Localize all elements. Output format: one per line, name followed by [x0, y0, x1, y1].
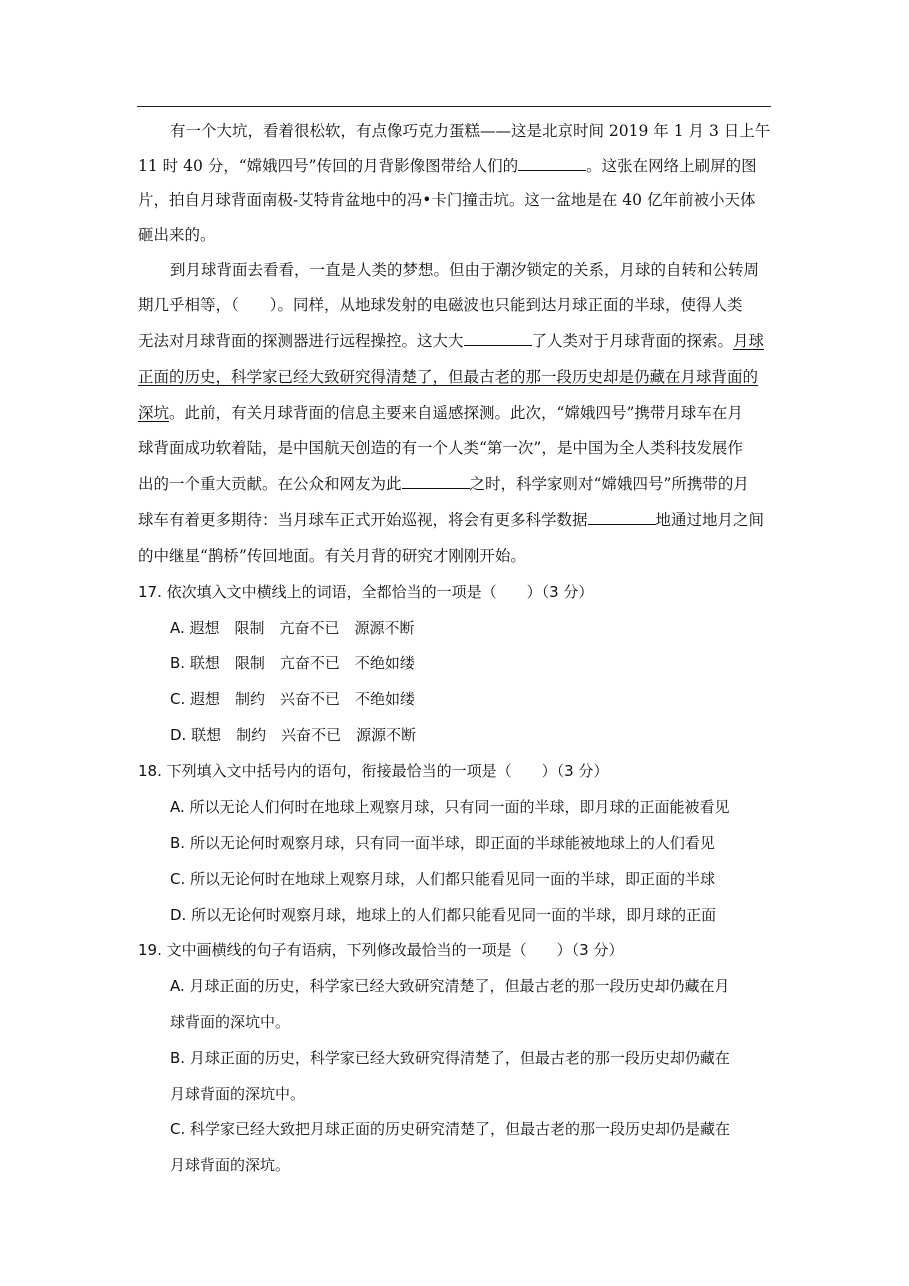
text-segment: 之时，科学家则对“嫦娥四号”所携带的月 — [469, 475, 749, 493]
underlined-sentence: 深坑 — [138, 404, 170, 422]
question-17-option-c[interactable]: C. 遐想 制约 兴奋不已 不绝如缕 — [170, 690, 416, 708]
question-17-option-b[interactable]: B. 联想 限制 亢奋不已 不绝如缕 — [170, 654, 415, 672]
passage-line — [138, 510, 764, 530]
fill-blank-1 — [518, 156, 586, 171]
question-19-option-a[interactable]: A. 月球正面的历史，科学家已经大致研究清楚了，但最古老的那一段历史却仍藏在月 — [170, 977, 730, 995]
text-segment: 球车有着更多期待：当月球车正式开始巡视，将会有更多科学数据 — [138, 511, 588, 529]
passage-line: 有一个大坑，看着很松软，有点像巧克力蛋糕——这是北京时间 2019 年 1 月 3 日上午 — [170, 122, 771, 140]
text-segment: 地通过地月之间 — [655, 511, 765, 529]
question-19-option-b-cont[interactable]: 月球背面的深坑中。 — [170, 1085, 306, 1103]
passage-line: 期几乎相等，（ ）。同样，从地球发射的电磁波也只能到达月球正面的半球，使得人类 — [138, 296, 743, 314]
question-18-option-d[interactable]: D. 所以无论何时观察月球，地球上的人们都只能看见同一面的半球，即月球的正面 — [170, 906, 717, 924]
fill-blank-4 — [588, 510, 656, 525]
underlined-sentence: 正面的历史，科学家已经大致研究得清楚了，但最古老的那一段历史却是仍藏在月球背面的 — [138, 368, 759, 386]
question-19-stem: 19. 文中画横线的句子有语病，下列修改最恰当的一项是（ ）（3 分） — [138, 941, 624, 959]
text-segment: 无法对月球背面的探测器进行远程操控。这大大 — [138, 332, 464, 350]
question-17-stem: 17. 依次填入文中横线上的词语，全都恰当的一项是（ ）（3 分） — [138, 583, 594, 601]
text-segment: 。此前，有关月球背面的信息主要来自遥感探测。此次，“嫦娥四号”携带月球车在月 — [169, 404, 743, 422]
passage-line — [138, 156, 757, 176]
question-17-option-a[interactable]: A. 遐想 限制 亢奋不已 源源不断 — [170, 619, 415, 637]
header-rule — [137, 106, 771, 107]
question-18-option-b[interactable]: B. 所以无论何时观察月球，只有同一面半球，即正面的半球能被地球上的人们看见 — [170, 834, 715, 852]
text-segment: 出的一个重大贡献。在公众和网友为此 — [138, 475, 402, 493]
question-18-option-a[interactable]: A. 所以无论人们何时在地球上观察月球，只有同一面的半球，即月球的正面能被看见 — [170, 798, 730, 816]
fill-blank-3 — [402, 474, 470, 489]
question-18-stem: 18. 下列填入文中括号内的语句，衔接最恰当的一项是（ ）（3 分） — [138, 762, 609, 780]
question-19-option-c-cont[interactable]: 月球背面的深坑。 — [170, 1156, 291, 1174]
text-segment: 11 时 40 分，“嫦娥四号”传回的月背影像图带给人们的 — [138, 157, 519, 175]
passage-line: 的中继星“鹊桥”传回地面。有关月背的研究才刚刚开始。 — [138, 547, 526, 565]
text-segment: 了人类对于月球背面的探索。 — [531, 332, 734, 350]
question-17-option-d[interactable]: D. 联想 制约 兴奋不已 源源不断 — [170, 726, 417, 744]
passage-line: 到月球背面去看看，一直是人类的梦想。但由于潮汐锁定的关系，月球的自转和公转周 — [170, 261, 760, 279]
fill-blank-2 — [464, 331, 532, 346]
passage-line — [138, 331, 764, 351]
question-19-option-a-cont[interactable]: 球背面的深坑中。 — [170, 1013, 291, 1031]
question-18-option-c[interactable]: C. 所以无论何时在地球上观察月球，人们都只能看见同一面的半球，即正面的半球 — [170, 870, 716, 888]
question-19-option-b[interactable]: B. 月球正面的历史，科学家已经大致研究得清楚了，但最古老的那一段历史却仍藏在 — [170, 1049, 730, 1067]
passage-line — [138, 474, 749, 494]
text-segment: 。这张在网络上刷屏的图 — [586, 157, 757, 175]
passage-line: 砸出来的。 — [138, 226, 216, 244]
question-19-option-c[interactable]: C. 科学家已经大致把月球正面的历史研究清楚了，但最古老的那一段历史却仍是藏在 — [170, 1120, 731, 1138]
passage-line: 片，拍自月球背面南极-艾特肯盆地中的冯•卡门撞击坑。这一盆地是在 40 亿年前被小天体 — [138, 191, 756, 209]
underlined-sentence: 月球 — [733, 332, 765, 350]
passage-line: 球背面成功软着陆，是中国航天创造的有一个人类“第一次”，是中国为全人类科技发展作 — [138, 439, 743, 457]
passage-line — [138, 403, 743, 423]
passage-line — [138, 367, 758, 387]
